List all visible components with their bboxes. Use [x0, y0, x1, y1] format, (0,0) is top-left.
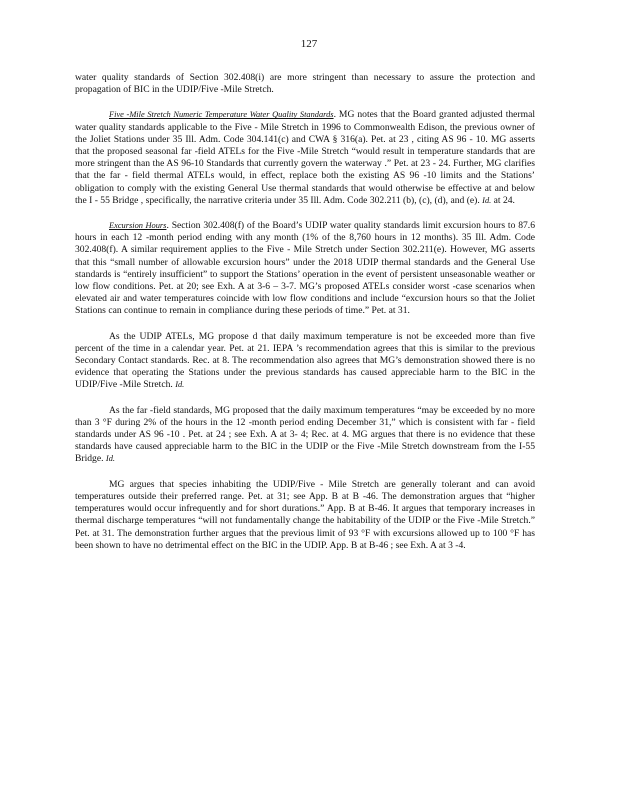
paragraph-text: . Section 302.408(f) of the Board’s UDIP water quality standards limit excursion hours to 87.6 hours in each 12 -month period ending with any month (1% of the 8,760 hours in 12 months). 35 Ill. Adm. Code 302.408(f). A similar requirement applies to the Five - Mile Stretch under Section 302.211(e). However, MG asserts that this “small number of allowable excursion hours” under the 2018 UDIP thermal standards and the General Use standards is “entirely insufficient” to support the Stations’ operation in the event of persistent unseasonable weather or low flow conditions. Pet. at 20; see Exh. A at 3-6 – 3-7. MG’s proposed ATELs consider worst -case scenarios when elevated air and water temperatures coincide with low flow conditions and include “excursion hours so that the Joliet Stations can continue to remain in compliance during these periods of time.” Pet. at 31. [75, 220, 536, 317]
paragraph-far-field [75, 405, 535, 466]
paragraph-text: As the far -field standards, MG proposed that the daily maximum temperatures “may be exceeded by no more than 3 °F during 2% of the hours in the 12 -month period ending December 31,” which is consistent with far - field standards under AS 96 -10 . Pet. at 24 ; see Exh. A at 3- 4; Rec. at 4. MG argues that there is no evidence that these standards have caused appreciable harm to the BIC in the UDIP or the Five -Mile Stretch downstream from the I-55 Bridge. [75, 404, 535, 465]
page-number: 127 [300, 38, 318, 50]
paragraph-text: . MG notes that the Board granted adjusted thermal water quality standards applicable to the Five - Mile Stretch in 1996 to Commonwealth Edison, the previous owner of the Joliet Stations under 35 Ill. Adm. Code 304.141(c) and CWA § 316(a). Pet. at 23 , citing AS 96 - 10. MG asserts that the proposed seasonal far -field ATELs for the Five -Mile Stretch “would result in temperature standards that are more stringent than the AS 96-10 Standards that currently govern the waterway .” Pet. at 23 - 24. Further, MG clarifies that the far - field thermal ATELs would, in effect, replace both the existing AS 96 -10 limits and the Stations’ obligation to comply with the existing General Use thermal standards that would otherwise be effective at and below the I - 55 Bridge , specifically, the narrative criteria under 35 Ill. Adm. Code 302.211 (b), (c), (d), and (e). [75, 109, 535, 206]
section-heading: Five -Mile Stretch Numeric Temperature Water Quality Standards [109, 110, 334, 120]
paragraph-temperature-standards [75, 109, 535, 207]
citation: Id. [482, 195, 492, 205]
citation-tail: at 24. [493, 194, 515, 206]
citation: Id. [175, 380, 185, 390]
citation: Id. [105, 454, 115, 464]
paragraph-excursion-hours [75, 220, 535, 318]
paragraph-species [75, 479, 535, 552]
paragraph-udip-atels [75, 331, 535, 392]
paragraph-text: As the UDIP ATELs, MG propose d that daily maximum temperature is not be exceeded more than five percent of the time in a calendar year. Pet. at 21. IEPA ’s recommendation agrees that this is similar to the previous Secondary Contact standards. Rec. at 8. The recommendation also agrees that MG’s demonstration showed there is no evidence that operating the Stations under the previous standards has caused appreciable harm to the BIC in the UDIP/Five -Mile Stretch. [75, 330, 535, 391]
paragraph-1 [75, 72, 535, 96]
document-body [75, 72, 535, 565]
section-heading: Excursion Hours [109, 221, 167, 231]
paragraph-text: water quality standards of Section 302.408(i) are more stringent than necessary to assure the protection and propagation of BIC in the UDIP/Five -Mile Stretch. [75, 72, 535, 96]
paragraph-text: MG argues that species inhabiting the UDIP/Five - Mile Stretch are generally tolerant and can avoid temperatures outside their preferred range. Pet. at 31; see App. B at B -46. The demonstration argues that “higher temperatures would occur infrequently and for short durations.” App. B at B-46. It argues that temporary increases in thermal discharge temperatures “will not fundamentally change the habitability of the UDIP or the Five -Mile Stretch.” Pet. at 31. The demonstration further argues that the previous limit of 93 °F with excursions allowed up to 100 °F has been shown to have no detrimental effect on the BIC in the UDIP. App. B at B-46 ; see Exh. A at 3 -4. [75, 478, 535, 551]
